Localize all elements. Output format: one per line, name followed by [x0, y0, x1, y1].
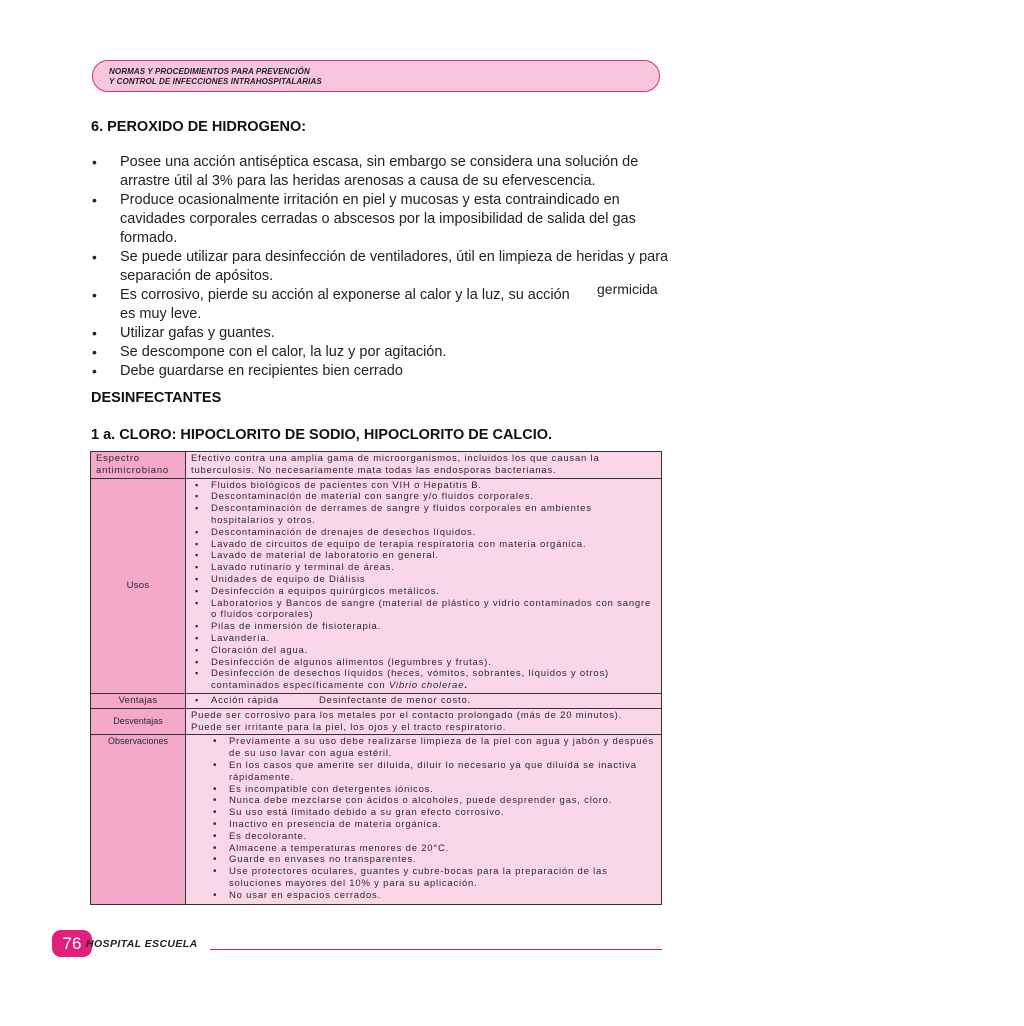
table-title: 1 a. CLORO: HIPOCLORITO DE SODIO, HIPOCLORITO DE CALCIO.: [91, 427, 553, 443]
list-item: ▪ Unidades de equipo de Diálisis: [191, 574, 656, 586]
list-item: • Inactivo en presencia de materia orgánica.: [209, 819, 656, 831]
list-item: ▪ Descontaminación de drenajes de desechos líquidos.: [191, 527, 656, 539]
list-item: • Almacene a temperaturas menores de 20°C.: [209, 843, 656, 855]
chlorine-table: [90, 451, 662, 905]
label-observaciones: Observaciones: [91, 735, 186, 905]
bullet-list: [91, 153, 671, 381]
footer-title: HOSPITAL ESCUELA: [86, 938, 198, 950]
list-item: ▪ Pilas de inmersión de fisioterapia.: [191, 621, 656, 633]
bullet-item: • Es corrosivo, pierde su acción al exponerse al calor y la luz, su acción es muy leve.: [91, 286, 580, 324]
list-item: ▪ Descontaminación de derrames de sangre y fluidos corporales en ambientes hospitalarios y otros.: [191, 503, 656, 527]
list-item: • Es decolorante.: [209, 831, 656, 843]
list-item: ▪ Fluidos biológicos de pacientes con VIH o Hepatitis B.: [191, 480, 656, 492]
value-desventajas: Puede ser corrosivo para los metales por el contacto prolongado (más de 20 minutos). Puede ser irritante para la piel, los ojos y el tracto respiratorio.: [186, 708, 662, 735]
list-item: • Su uso está limitado debido a su gran efecto corrosivo.: [209, 807, 656, 819]
observaciones-list: [191, 736, 656, 901]
running-header-line-2: Y CONTROL DE INFECCIONES INTRAHOSPITALARIAS: [109, 77, 322, 86]
list-item: ▪ Desinfección de algunos alimentos (legumbres y frutas).: [191, 657, 656, 669]
running-header-line-1: NORMAS Y PROCEDIMIENTOS PARA PREVENCIÓN: [109, 67, 310, 76]
list-item: ▪ Acción rápida Desinfectante de menor costo.: [191, 695, 656, 707]
label-espectro: Espectro antimicrobiano: [91, 452, 186, 479]
bullet-item: • Posee una acción antiséptica escasa, sin embargo se considera una solución de arrastre útil al 3% para las heridas arenosas a causa de su efervescencia.: [91, 153, 671, 191]
subheading-desinfectantes: DESINFECTANTES: [91, 390, 222, 406]
list-item: • Es incompatible con detergentes iónicos.: [209, 784, 656, 796]
running-header: [92, 60, 660, 92]
table-row-usos: [91, 478, 662, 693]
footer-rule: [210, 949, 662, 950]
section-title: 6. PEROXIDO DE HIDROGENO:: [91, 119, 307, 135]
list-item: • Guarde en envases no transparentes.: [209, 854, 656, 866]
list-item: • Nunca debe mezclarse con ácidos o alcoholes, puede desprender gas, cloro.: [209, 795, 656, 807]
bullet-item: • Utilizar gafas y guantes.: [91, 324, 671, 343]
floating-word-germicida: germicida: [597, 281, 658, 297]
list-item: • En los casos que amerite ser diluida, diluir lo necesario ya que diluida se inactiva rápidamente.: [209, 760, 656, 784]
value-usos: [186, 478, 662, 693]
label-desventajas: Desventajas: [91, 708, 186, 735]
bullet-item: • Produce ocasionalmente irritación en piel y mucosas y esta contraindicado en cavidades corporales cerradas o abscesos por la imposibilidad de salida del gas formado.: [91, 191, 671, 248]
list-item: ▪ Lavado rutinario y terminal de áreas.: [191, 562, 656, 574]
value-espectro: Efectivo contra una amplia gama de microorganismos, incluidos los que causan la tuberculosis. No necesariamente mata todas las endosporas bacterianas.: [186, 452, 662, 479]
bullet-item: • Se puede utilizar para desinfección de ventiladores, útil en limpieza de heridas y para separación de apósitos.: [91, 248, 671, 286]
page-number-badge: 76: [52, 930, 92, 957]
list-item: ▪ Laboratorios y Bancos de sangre (material de plástico y vidrio contaminados con sangre o fluidos corporales): [191, 598, 656, 622]
table-row-desventajas: [91, 708, 662, 735]
list-item: ▪ Desinfección de desechos líquidos (heces, vómitos, sobrantes, líquidos y otros) contaminados específicamente con Vibrio cholerae.: [191, 668, 656, 692]
list-item: ▪ Cloración del agua.: [191, 645, 656, 657]
value-observaciones: [186, 735, 662, 905]
list-item: ▪ Descontaminación de material con sangre y/o fluidos corporales.: [191, 491, 656, 503]
italic-species: Vibrio cholerae: [388, 680, 465, 692]
page-footer: [52, 930, 664, 960]
list-item: ▪ Desinfección a equipos quirúrgicos metálicos.: [191, 586, 656, 598]
table-row-espectro: [91, 452, 662, 479]
list-item: • No usar en espacios cerrados.: [209, 890, 656, 902]
label-ventajas: Ventajas: [91, 693, 186, 708]
value-ventajas: [186, 693, 662, 708]
bullet-item: • Se descompone con el calor, la luz y por agitación.: [91, 343, 671, 362]
list-item: ▪ Lavandería.: [191, 633, 656, 645]
list-item: • Previamente a su uso debe realizarse limpieza de la piel con agua y jabón y después de su uso lavar con agua estéril.: [209, 736, 656, 760]
table-row-observaciones: [91, 735, 662, 905]
table-row-ventajas: [91, 693, 662, 708]
list-item: • Use protectores oculares, guantes y cubre-bocas para la preparación de las soluciones mayores del 10% y para su aplicación.: [209, 866, 656, 890]
list-item: ▪ Lavado de material de laboratorio en general.: [191, 550, 656, 562]
bullet-item: • Debe guardarse en recipientes bien cerrado: [91, 362, 671, 381]
list-item: ▪ Lavado de circuitos de equipo de terapia respiratoria con materia orgánica.: [191, 539, 656, 551]
label-usos: Usos: [91, 478, 186, 693]
usos-list: [191, 480, 656, 692]
